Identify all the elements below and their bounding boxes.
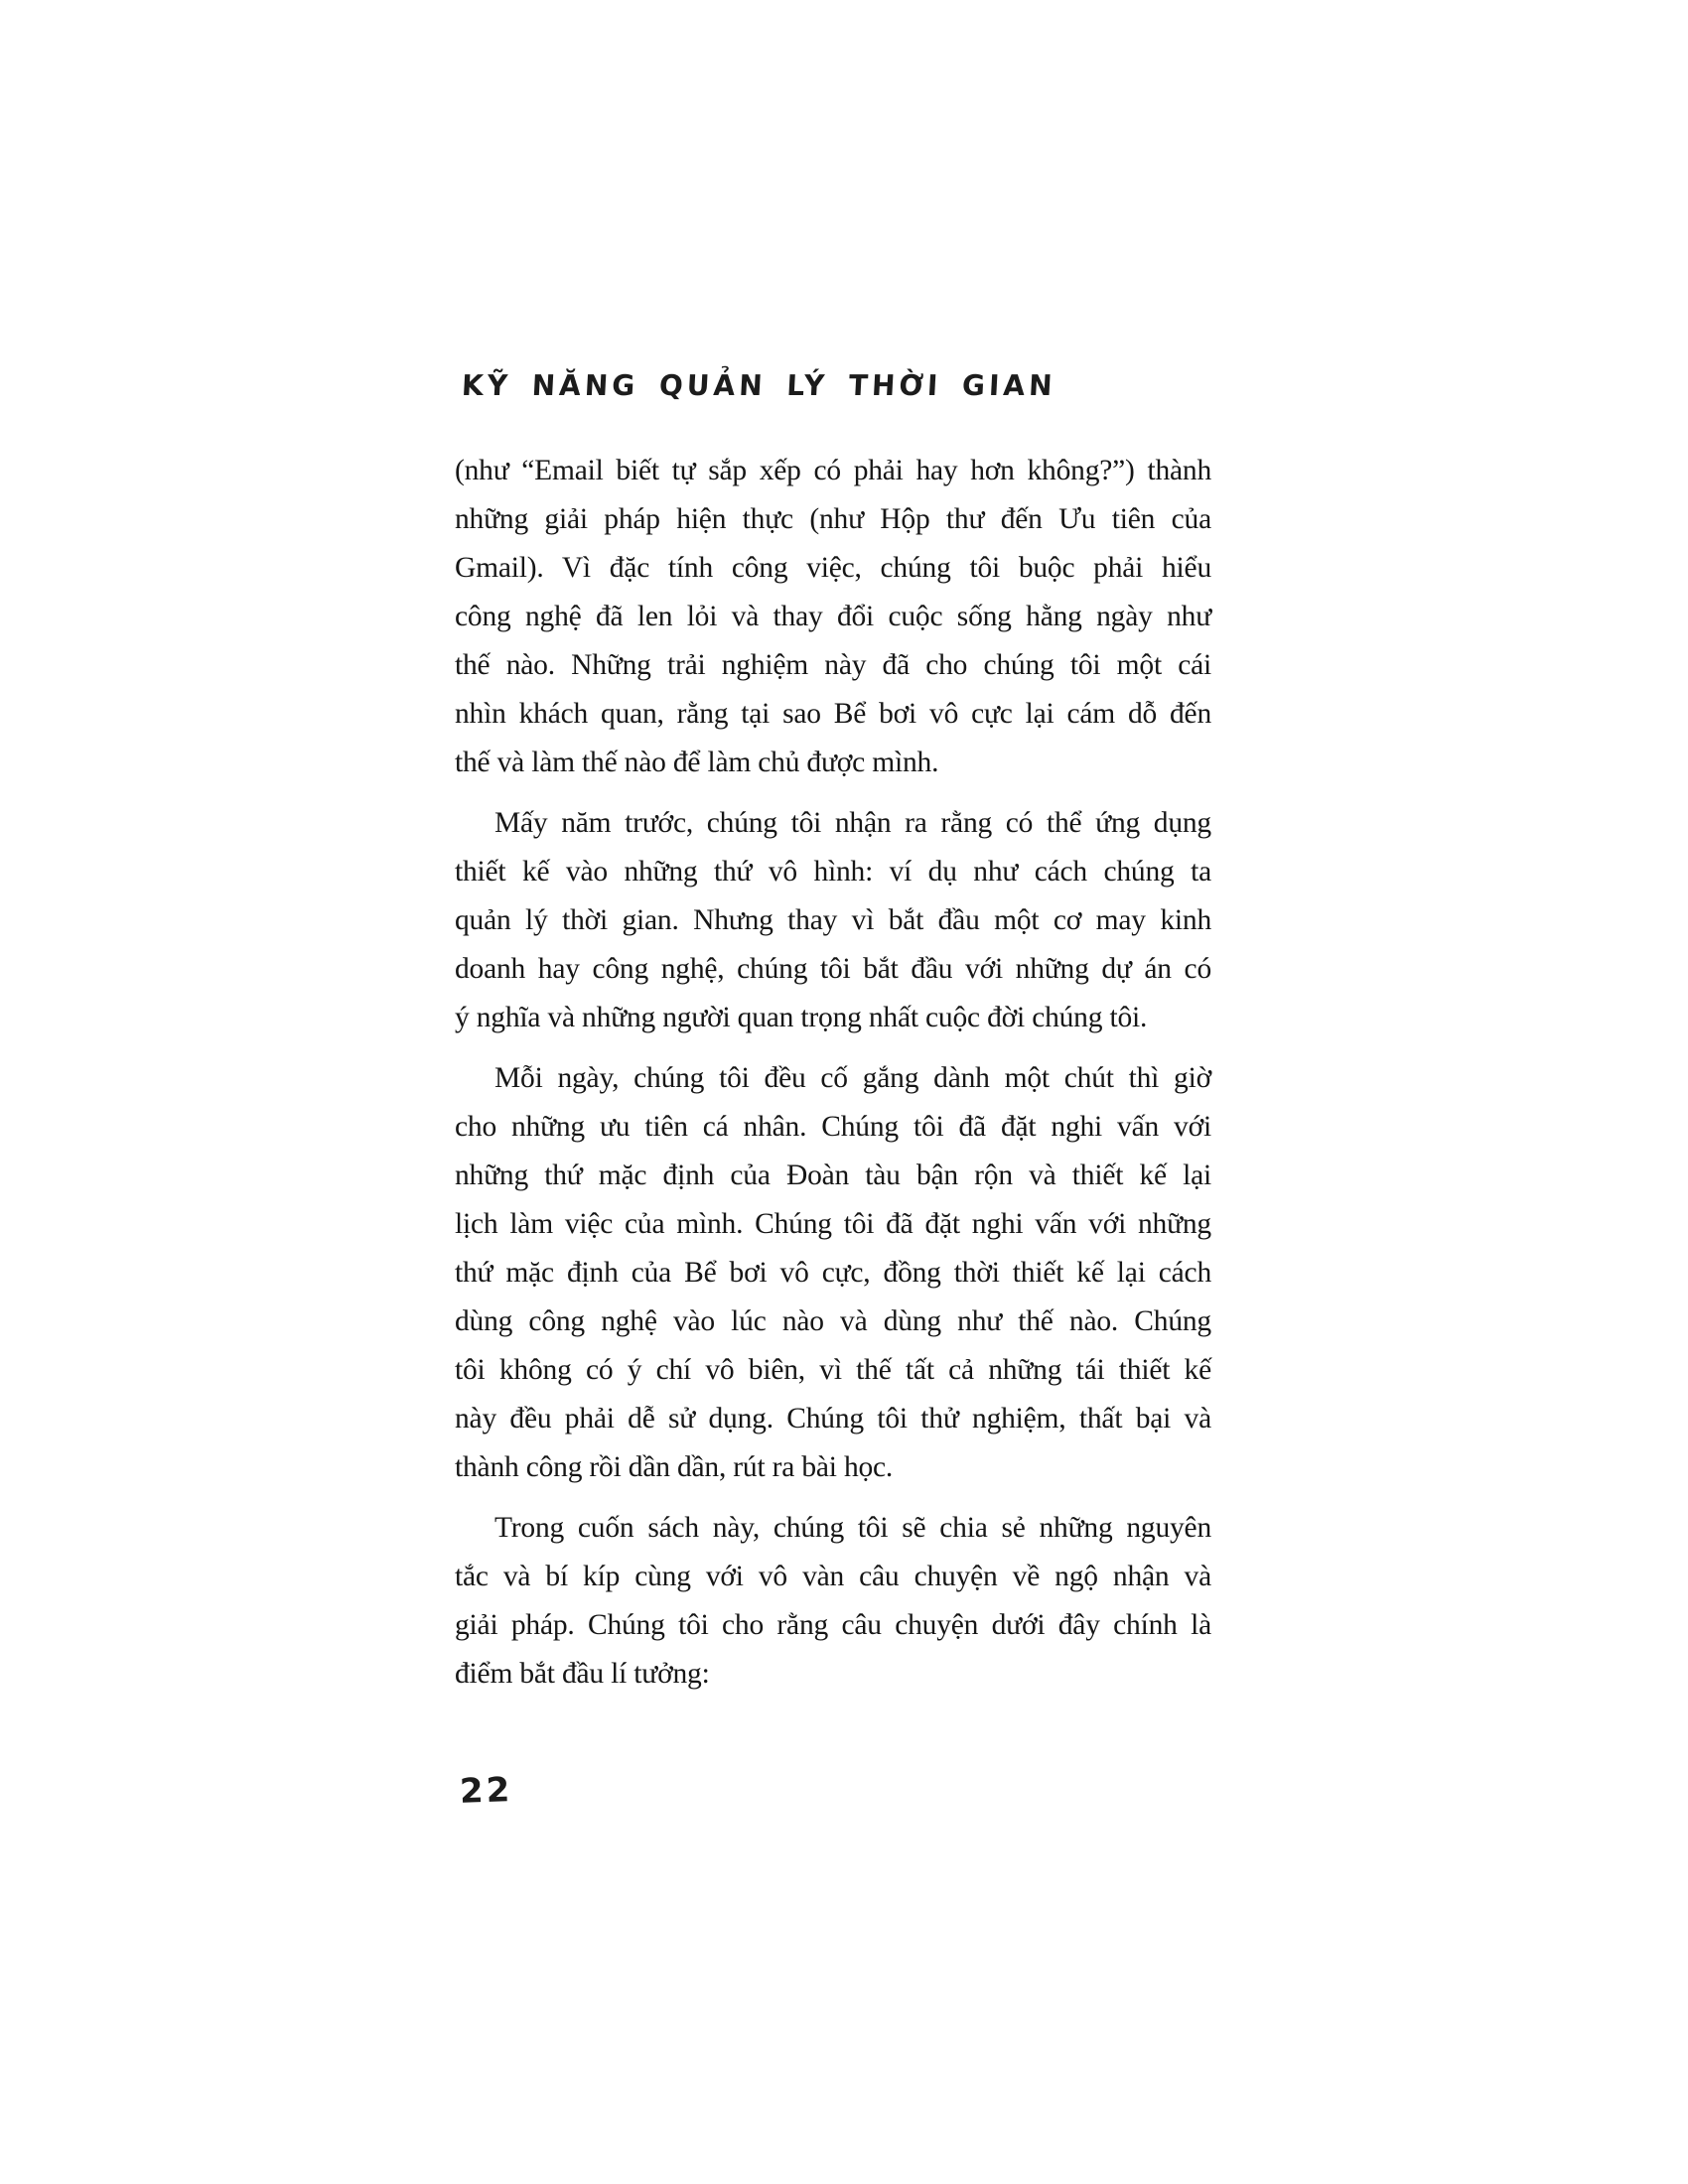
text-line: doanh hay công nghệ, chúng tôi bắt đầu với những dự án có [455, 953, 1211, 985]
text-line: Mỗi ngày, chúng tôi đều cố gắng dành một chút thì giờ [494, 1062, 1211, 1094]
text-line: ý nghĩa và những người quan trọng nhất cuộc đời chúng tôi. [455, 1002, 1148, 1033]
text-line: tôi không có ý chí vô biên, vì thế tất cả những tái thiết kế [455, 1354, 1211, 1386]
text-line: công nghệ đã len lỏi và thay đổi cuộc sống hằng ngày như [455, 601, 1211, 632]
text-line: điểm bắt đầu lí tưởng: [455, 1658, 710, 1690]
text-line: lịch làm việc của mình. Chúng tôi đã đặt nghi vấn với những [455, 1208, 1211, 1240]
text-line: thế và làm thế nào để làm chủ được mình. [455, 747, 939, 778]
text-line: thiết kế vào những thứ vô hình: ví dụ như cách chúng ta [455, 856, 1211, 887]
text-line: giải pháp. Chúng tôi cho rằng câu chuyện dưới đây chính là [455, 1609, 1211, 1641]
paragraph [455, 799, 1211, 1042]
text-line: tắc và bí kíp cùng với vô vàn câu chuyện về ngộ nhận và [455, 1561, 1211, 1592]
page-body [455, 447, 1211, 1710]
running-header: KỸ NĂNG QUẢN LÝ THỜI GIAN [461, 368, 1057, 403]
text-line: những giải pháp hiện thực (như Hộp thư đến Ưu tiên của [455, 503, 1211, 535]
text-line: Trong cuốn sách này, chúng tôi sẽ chia sẻ những nguyên [494, 1512, 1211, 1544]
text-line: thứ mặc định của Bể bơi vô cực, đồng thời thiết kế lại cách [455, 1257, 1211, 1289]
text-line: thế nào. Những trải nghiệm này đã cho chúng tôi một cái [455, 649, 1211, 681]
page-number: 22 [459, 1770, 514, 1812]
text-line: những thứ mặc định của Đoàn tàu bận rộn và thiết kế lại [455, 1160, 1211, 1191]
text-line: quản lý thời gian. Nhưng thay vì bắt đầu một cơ may kinh [455, 904, 1211, 936]
text-line: nhìn khách quan, rằng tại sao Bể bơi vô cực lại cám dỗ đến [455, 698, 1211, 730]
paragraph [455, 1504, 1211, 1699]
text-line: dùng công nghệ vào lúc nào và dùng như thế nào. Chúng [455, 1305, 1211, 1337]
text-line: Gmail). Vì đặc tính công việc, chúng tôi buộc phải hiểu [455, 552, 1211, 584]
text-line: này đều phải dễ sử dụng. Chúng tôi thử nghiệm, thất bại và [455, 1403, 1211, 1434]
text-line: thành công rồi dần dần, rút ra bài học. [455, 1451, 894, 1483]
text-line: cho những ưu tiên cá nhân. Chúng tôi đã đặt nghi vấn với [455, 1111, 1211, 1143]
paragraph [455, 447, 1211, 787]
text-line: Mấy năm trước, chúng tôi nhận ra rằng có thể ứng dụng [494, 807, 1211, 839]
paragraph [455, 1054, 1211, 1492]
text-line: (như “Email biết tự sắp xếp có phải hay hơn không?”) thành [455, 455, 1211, 486]
